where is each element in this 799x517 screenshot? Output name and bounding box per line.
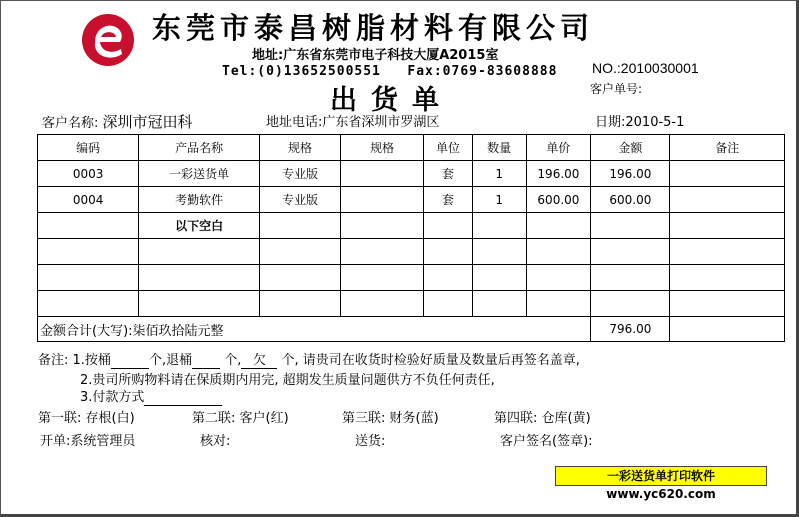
header-amount: 金额 xyxy=(591,135,670,161)
total-row xyxy=(38,317,785,342)
cell-unit-price xyxy=(526,291,591,317)
cell-remarks xyxy=(670,239,785,265)
software-badge-link[interactable]: 一彩送货单打印软件 www.yc620.com xyxy=(555,466,767,486)
cell-quantity xyxy=(472,239,526,265)
copy-3: 第三联: 财务(蓝) xyxy=(342,411,439,426)
header-remarks: 备注 xyxy=(670,135,785,161)
header-unit-price: 单价 xyxy=(526,135,591,161)
table-header-row xyxy=(38,135,785,161)
cell-code xyxy=(38,213,139,239)
cell-spec: 专业版 xyxy=(259,187,340,213)
header-code: 编码 xyxy=(38,135,139,161)
cell-amount xyxy=(591,291,670,317)
cell-spec xyxy=(259,213,340,239)
notes-line-1-part-b: 个,退桶 xyxy=(148,353,193,368)
copy-2: 第二联: 客户(红) xyxy=(192,411,289,426)
company-fax: Fax:0769-83608888 xyxy=(407,64,558,79)
copy-1: 第一联: 存根(白) xyxy=(38,411,135,426)
checker-signature: 核对: xyxy=(200,434,231,449)
cell-code: 0004 xyxy=(38,187,139,213)
notes-line-2: 2.贵司所购物料请在保质期内用完, 超期发生质量问题供方不负任何责任, xyxy=(80,373,495,388)
customer-address-label: 地址电话: xyxy=(266,115,323,130)
blank-buckets-owed: 欠 xyxy=(241,349,277,369)
cell-unit-price xyxy=(526,213,591,239)
items-table xyxy=(37,134,785,342)
cell-code xyxy=(38,291,139,317)
date-label: 日期: xyxy=(595,115,626,130)
cell-unit: 套 xyxy=(424,161,473,187)
blank-buckets-received xyxy=(111,353,149,369)
payment-method-blank xyxy=(144,390,222,406)
customer-address-field xyxy=(266,111,439,130)
cell-quantity xyxy=(472,213,526,239)
cell-unit-price xyxy=(526,239,591,265)
table-row xyxy=(38,187,785,213)
payment-method-label: 3.付款方式 xyxy=(80,390,145,405)
customer-name-value: 深圳市冠田科 xyxy=(102,113,193,131)
date-field xyxy=(595,111,684,130)
cell-spec-2 xyxy=(341,239,424,265)
cell-blank-below-note: 以下空白 xyxy=(139,213,260,239)
customer-order-number-label: 客户单号: xyxy=(590,82,643,96)
document-title: 出货单 xyxy=(330,85,453,116)
notes-label: 备注: xyxy=(38,353,69,368)
document-number: NO.:2010030001 xyxy=(592,60,699,76)
cell-remarks xyxy=(670,291,785,317)
cell-product-name: 考勤软件 xyxy=(139,187,260,213)
table-row xyxy=(38,239,785,265)
notes-line-1-part-d: 个, 请贵司在收货时检验好质量及数量后再签名盖章, xyxy=(281,353,580,368)
company-tel: Tel:(0)13652500551 xyxy=(222,64,381,79)
total-in-words: 金额合计(大写):柒佰玖拾陆元整 xyxy=(38,317,591,342)
cell-spec-2 xyxy=(341,265,424,291)
table-row xyxy=(38,213,785,239)
cell-amount: 196.00 xyxy=(591,161,670,187)
cell-remarks xyxy=(670,265,785,291)
header-quantity: 数量 xyxy=(472,135,526,161)
total-remarks xyxy=(670,317,785,342)
cell-unit xyxy=(424,239,473,265)
customer-name-field xyxy=(42,111,193,132)
cell-amount xyxy=(591,239,670,265)
cell-spec-2 xyxy=(341,187,424,213)
table-row xyxy=(38,265,785,291)
cell-quantity xyxy=(472,291,526,317)
notes-line-1 xyxy=(38,349,580,369)
cell-unit-price xyxy=(526,265,591,291)
header-spec-2: 规格 xyxy=(341,135,424,161)
cell-product-name xyxy=(139,239,260,265)
table-row xyxy=(38,161,785,187)
cell-amount xyxy=(591,213,670,239)
cell-code xyxy=(38,265,139,291)
cell-code: 0003 xyxy=(38,161,139,187)
cell-unit xyxy=(424,265,473,291)
date-value: 2010-5-1 xyxy=(625,115,685,130)
cell-unit xyxy=(424,291,473,317)
cell-quantity: 1 xyxy=(472,161,526,187)
cell-amount xyxy=(591,265,670,291)
cell-product-name: 一彩送货单 xyxy=(139,161,260,187)
cell-spec-2 xyxy=(341,161,424,187)
total-amount: 796.00 xyxy=(591,317,670,342)
cell-remarks xyxy=(670,213,785,239)
customer-signature: 客户签名(签章): xyxy=(500,434,593,449)
cell-unit: 套 xyxy=(424,187,473,213)
cell-spec-2 xyxy=(341,291,424,317)
cell-code xyxy=(38,239,139,265)
table-row xyxy=(38,291,785,317)
notes-line-3 xyxy=(80,386,222,406)
cell-quantity xyxy=(472,265,526,291)
company-name: 东莞市泰昌树脂材料有限公司 xyxy=(152,11,595,45)
cell-spec xyxy=(259,239,340,265)
header-unit: 单位 xyxy=(424,135,473,161)
cell-amount: 600.00 xyxy=(591,187,670,213)
customer-name-label: 客户名称: xyxy=(42,116,99,131)
cell-unit-price: 196.00 xyxy=(526,161,591,187)
copy-4: 第四联: 仓库(黄) xyxy=(494,411,591,426)
cell-product-name xyxy=(139,265,260,291)
company-logo-icon xyxy=(80,12,136,68)
header-spec: 规格 xyxy=(259,135,340,161)
notes-line-1-part-a: 1.按桶 xyxy=(72,353,111,368)
notes-line-1-part-c: 个, xyxy=(224,353,242,368)
cell-spec xyxy=(259,265,340,291)
blank-buckets-returned xyxy=(192,353,220,369)
cell-product-name xyxy=(139,291,260,317)
header-product-name: 产品名称 xyxy=(139,135,260,161)
cell-remarks xyxy=(670,161,785,187)
cell-spec: 专业版 xyxy=(259,161,340,187)
cell-remarks xyxy=(670,187,785,213)
delivery-signature: 送货: xyxy=(355,434,386,449)
company-contact xyxy=(222,64,557,79)
customer-address-value: 广东省深圳市罗湖区 xyxy=(322,115,440,130)
cell-unit-price: 600.00 xyxy=(526,187,591,213)
cell-unit xyxy=(424,213,473,239)
issuer-signature: 开单:系统管理员 xyxy=(40,434,136,449)
company-address: 地址:广东省东莞市电子科技大厦A2015室 xyxy=(252,48,499,63)
cell-spec xyxy=(259,291,340,317)
cell-spec-2 xyxy=(341,213,424,239)
cell-quantity: 1 xyxy=(472,187,526,213)
